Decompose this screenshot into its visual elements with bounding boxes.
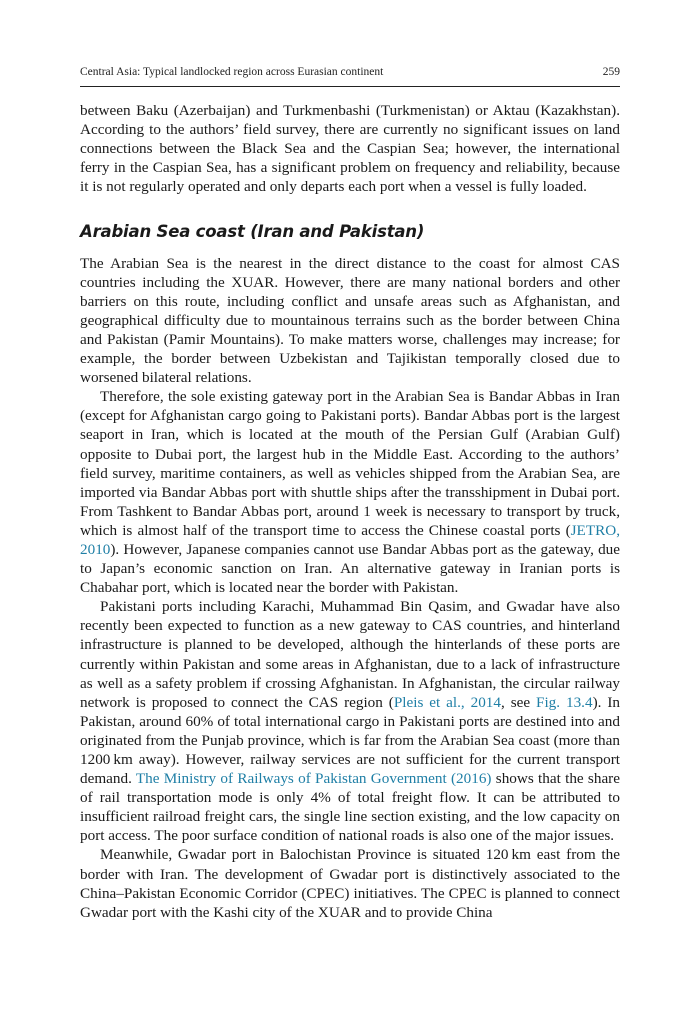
paragraph-3-text-b: , see [501, 693, 537, 711]
running-title: Central Asia: Typical landlocked region across Eurasian continent [80, 66, 384, 78]
paragraph-2-text-b: ). However, Japanese companies cannot use Bandar Abbas port as the gateway, due to Japan’s economic sanction on Iran. An alternative gateway in Iranian ports is Chabahar port, which is located near the border with Pakistan. [80, 540, 620, 597]
paragraph-1: The Arabian Sea is the nearest in the direct distance to the coast for almost CAS countries including the XUAR. However, there are many national borders and other barriers on this route, including conflict and unsafe areas such as Afghanistan, and geographical difficulty due to mountainous terrains such as the border between China and Pakistan (Pamir Mountains). To make matters worse, challenges may increase; for example, the border between Uzbekistan and Tajikistan temporally closed due to worsened bilateral relations. [80, 254, 620, 387]
page-number: 259 [602, 66, 620, 78]
citation-link-pleis[interactable]: Pleis et al., 2014 [393, 693, 501, 711]
paragraph-3-text-c: ). In Pakistan, around 60% of total international cargo in Pakistani ports are destined into and originated from the Punjab province, which is far from the Arabian Sea coast (more than 1200 km away). However, railway services are not sufficient for the current transport demand. [80, 693, 620, 788]
paragraph-4: Meanwhile, Gwadar port in Balochistan Province is situated 120 km east from the border with Iran. The development of Gwadar port is distinctively associated to the China–Pakistan Economic Corridor (CPEC) initiatives. The CPEC is planned to connect Gwadar port with the Kashi city of the XUAR and to provide China [80, 846, 620, 921]
intro-paragraph: between Baku (Azerbaijan) and Turkmenbashi (Turkmenistan) or Aktau (Kazakhstan). According to the authors’ field survey, there are currently no significant issues on land connections between the Black Sea and the Caspian Sea; however, the international ferry in the Caspian Sea, has a significant problem on frequency and reliability, because it is not regularly operated and only departs each port when a vessel is fully loaded. [80, 102, 620, 196]
section-heading: Arabian Sea coast (Iran and Pakistan) [80, 222, 425, 242]
figure-link[interactable]: Fig. 13.4 [536, 693, 593, 711]
paragraph-2 [80, 387, 620, 597]
page-body [80, 101, 620, 922]
running-header [80, 62, 620, 87]
paragraph-3-text-a: Pakistani ports including Karachi, Muhammad Bin Qasim, and Gwadar have also recently been expected to function as a new gateway to CAS countries, and hinterland infrastructure is planned to be developed, although the hinterlands of these ports are currently within Pakistan and some areas in Afghanistan, due to a lack of infrastructure as well as a safety problem if crossing Afghanistan. In Afghanistan, the circular railway network is proposed to connect the CAS region ( [80, 598, 620, 711]
citation-link-jetro[interactable]: JETRO, 2010 [80, 521, 620, 558]
paragraph-2-text-a: Therefore, the sole existing gateway port in the Arabian Sea is Bandar Abbas in Iran (except for Afghanistan cargo going to Pakistani ports). Bandar Abbas port is the largest seaport in Iran, which is located at the mouth of the Persian Gulf (Arabian Gulf) opposite to Dubai port, the largest hub in the Middle East. According to the authors’ field survey, maritime containers, as well as vehicles shipped from the Arabian Sea, are imported via Bandar Abbas port with shuttle ships after the transshipment in Dubai port. From Tashkent to Bandar Abbas port, around 1 week is necessary to transport by truck, which is almost half of the transport time to access the Chinese coastal ports ( [80, 388, 620, 539]
paragraph-3-text-d: shows that the share of rail transportation mode is only 4% of total freight flow. It can be attributed to insufficient railroad freight cars, the single line section existing, and the low capacity on port access. The poor surface condition of national roads is also one of the major issues. [80, 770, 620, 845]
paragraph-3 [80, 597, 620, 845]
citation-link-ministry[interactable]: The Ministry of Railways of Pakistan Government (2016) [135, 770, 492, 788]
